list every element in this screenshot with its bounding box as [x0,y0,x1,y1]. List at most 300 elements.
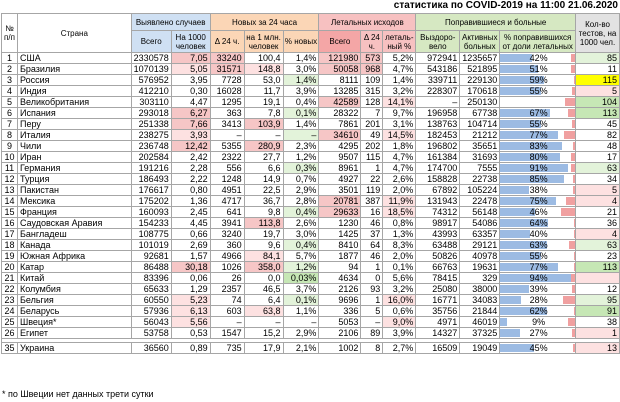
new-delta24: 3413 [210,119,244,130]
row-number: 8 [2,130,18,141]
recovered: 35756 [416,306,460,317]
table-row [2,262,620,273]
cases-total: 236748 [131,141,171,152]
cases-total: 154233 [131,218,171,229]
recovered-bar [500,285,529,293]
new-delta24: 735 [210,343,244,354]
lethal-pct-value: 0,8% [392,218,414,228]
new-delta24: 1248 [210,174,244,185]
row-number: 23 [2,295,18,306]
cases-per1000: 5,56 [171,317,210,328]
new-pct: 0,1% [283,295,319,306]
new-delta24: 7728 [210,75,244,86]
new-per1m: 36,7 [244,196,283,207]
new-pct: 2,9% [283,185,319,196]
recovered: 98917 [416,218,460,229]
recovered: 16509 [416,343,460,354]
table-row [2,141,620,152]
recovered-pct-value: 75% [529,196,548,206]
active: 21212 [460,130,500,141]
new-per1m: – [244,130,283,141]
recovered-pct-value: 59% [529,75,548,85]
new-pct: 0,1% [283,108,319,119]
active: 56148 [460,207,500,218]
new-per1m: – [244,317,283,328]
recovered-pct-value: 91% [529,163,548,173]
row-number: 21 [2,273,18,284]
new-pct: 3,0% [283,229,319,240]
new-delta24: 16028 [210,86,244,97]
recovered-pct [500,86,576,97]
lethal-delta24: 1 [361,295,383,306]
active: 7555 [460,163,500,174]
recovered: 16771 [416,295,460,306]
row-number: 12 [2,174,18,185]
table-row [2,251,620,262]
cases-total: 101019 [131,240,171,251]
cases-per1000: 4,47 [171,97,210,108]
recovered-pct [500,317,576,328]
cases-per1000: 0,89 [171,343,210,354]
new-per1m: 6,4 [244,295,283,306]
recovered: 972941 [416,53,460,64]
cases-per1000: 30,18 [171,262,210,273]
table-row [2,75,620,86]
new-per1m: 19,7 [244,229,283,240]
recovered: – [416,97,460,108]
lethal-delta24: 93 [361,284,383,295]
tests-per1000: 5 [576,86,620,97]
lethal-total: 5053 [319,317,361,328]
recovered-pct [500,207,576,218]
recovered-pct [500,64,576,75]
recovered: 131943 [416,196,460,207]
tests-per1000: 48 [576,141,620,152]
recovered-pct-value: 9% [532,317,546,327]
lethal-pct [383,86,416,97]
tests-per1000: 63 [576,240,620,251]
new-pct: – [283,317,319,328]
row-number: 24 [2,306,18,317]
recovered-pct-value: 63% [529,240,548,250]
lethal-total: 1877 [319,251,361,262]
cases-total: 1070139 [131,64,171,75]
new-delta24: 4717 [210,196,244,207]
lethal-pct [383,240,416,251]
recovered-pct-value: 55% [529,119,548,129]
cases-per1000: 0,06 [171,273,210,284]
lethal-pct-value: 0,6% [392,306,414,316]
recovered-pct-value: 38% [529,185,548,195]
lethal-delta24: 202 [361,141,383,152]
tests-per1000: 11 [576,64,620,75]
lethal-pct-value: 14,5% [387,130,414,140]
lethal-pct [383,196,416,207]
lethal-pct-value: 1,4% [392,75,414,85]
page-title: статистика по COVID-2019 на 11:00 21.06.2020 [393,0,618,11]
lethal-bar [571,65,575,73]
cases-per1000: 3,95 [171,75,210,86]
new-delta24: 556 [210,163,244,174]
recovered: 158828 [416,174,460,185]
country-name: Канада [17,240,131,251]
active: 329 [460,273,500,284]
table-row [2,53,620,64]
lethal-total: 20781 [319,196,361,207]
recovered-pct [500,262,576,273]
recovered-pct [500,108,576,119]
lethal-total: 4634 [319,273,361,284]
lethal-pct-value: 18,5% [387,207,414,217]
tests-per1000: 82 [576,130,620,141]
new-pct: 1,4% [283,53,319,64]
lethal-pct-value: 1,8% [392,141,414,151]
new-delta24: 1026 [210,262,244,273]
table-body [2,53,620,354]
recovered-pct [500,196,576,207]
lethal-delta24: 5 [361,306,383,317]
lethal-delta24: 201 [361,119,383,130]
recovered: 182453 [416,130,460,141]
new-delta24: 5355 [210,141,244,152]
table-row [2,86,620,97]
country-name: Турция [17,174,131,185]
row-number: 14 [2,196,18,207]
lethal-delta24: 8 [361,343,383,354]
header-lethal-total: Всего [319,31,361,53]
recovered: 4971 [416,317,460,328]
cases-total: 293018 [131,108,171,119]
row-number: 10 [2,152,18,163]
lethal-pct [383,174,416,185]
cases-total: 36560 [131,343,171,354]
recovered-pct-value: 39% [529,284,548,294]
recovered-pct [500,185,576,196]
cases-total: 83396 [131,273,171,284]
lethal-pct [383,185,416,196]
lethal-total: 9696 [319,295,361,306]
new-delta24: 74 [210,295,244,306]
cases-total: 60550 [131,295,171,306]
recovered-pct-value: 40% [529,229,548,239]
country-name: Швеция* [17,317,131,328]
new-pct: 0,4% [283,240,319,251]
active: 250130 [460,97,500,108]
cases-total: 202584 [131,152,171,163]
recovered-pct [500,229,576,240]
lethal-total: 2126 [319,284,361,295]
header-no: № п/п [2,14,18,53]
lethal-total: 121980 [319,53,361,64]
country-name: Украина [17,343,131,354]
tests-per1000: 38 [576,317,620,328]
new-delta24: – [210,130,244,141]
header-recovered-pct: % поправившихся от доли летальных [500,31,576,53]
table-row [2,97,620,108]
lethal-delta24: 46 [361,251,383,262]
active: 54086 [460,218,500,229]
recovered-pct-value: 46% [529,207,548,217]
new-pct: 1,4% [283,119,319,130]
country-name: Иран [17,152,131,163]
country-name: Беларусь [17,306,131,317]
active: 22738 [460,174,500,185]
lethal-delta24: 49 [361,130,383,141]
new-pct: 2,3% [283,141,319,152]
header-lethal-delta24: Δ 24 ч. [361,31,383,53]
lethal-pct [383,152,416,163]
lethal-bar [566,197,575,205]
new-per1m: 358,0 [244,262,283,273]
lethal-delta24: 968 [361,64,383,75]
new-per1m: 9,8 [244,207,283,218]
new-pct: 2,8% [283,196,319,207]
recovered-pct-value: 64% [529,218,548,228]
lethal-pct [383,295,416,306]
lethal-pct [383,53,416,64]
table-row [2,317,620,328]
new-delta24: 2322 [210,152,244,163]
table-row [2,152,620,163]
row-number: 26 [2,328,18,339]
lethal-pct [383,317,416,328]
lethal-bar [568,318,575,326]
lethal-pct [383,251,416,262]
new-per1m: 148,8 [244,64,283,75]
lethal-total: 3501 [319,185,361,196]
recovered-pct-value: 77% [529,130,548,140]
lethal-total: 7861 [319,119,361,130]
lethal-total: 34610 [319,130,361,141]
new-pct: 3,9% [283,86,319,97]
cases-total: 160093 [131,207,171,218]
new-pct: 1,1% [283,306,319,317]
lethal-pct-value: 3,2% [392,86,414,96]
lethal-pct-value: 11,9% [388,196,414,206]
new-delta24: 3941 [210,218,244,229]
cases-per1000: 1,57 [171,251,210,262]
active: 38000 [460,284,500,295]
country-name: Перу [17,119,131,130]
recovered: 161384 [416,152,460,163]
cases-per1000: 1,29 [171,284,210,295]
lethal-pct [383,284,416,295]
lethal-pct [383,141,416,152]
lethal-pct [383,64,416,75]
tests-per1000: 95 [576,295,620,306]
row-number: 25 [2,317,18,328]
active: 22478 [460,196,500,207]
tests-per1000: 13 [576,343,620,354]
cases-total: 86488 [131,262,171,273]
cases-total: 576952 [131,75,171,86]
recovered: 14327 [416,328,460,339]
lethal-total: 4295 [319,141,361,152]
lethal-bar [571,164,575,172]
cases-total: 56043 [131,317,171,328]
cases-per1000: 2,22 [171,174,210,185]
new-per1m: 103,9 [244,119,283,130]
recovered-pct [500,53,576,64]
row-number: 2 [2,64,18,75]
header-pct-new: % новых [283,31,319,53]
country-name: Германия [17,163,131,174]
new-pct: 1,4% [283,75,319,86]
new-delta24: 1295 [210,97,244,108]
recovered-pct [500,273,576,284]
recovered-pct [500,284,576,295]
new-per1m: 46,5 [244,284,283,295]
active: 67738 [460,108,500,119]
new-delta24: 26 [210,273,244,284]
covid-stats-table [1,13,620,354]
lethal-total: 13285 [319,86,361,97]
row-number: 19 [2,251,18,262]
lethal-pct-value: 9,7% [392,108,414,118]
lethal-pct-value: 2,6% [392,174,414,184]
active: 229130 [460,75,500,86]
cases-total: 53758 [131,328,171,339]
active: 34083 [460,295,500,306]
new-per1m: 7,8 [244,108,283,119]
table-row [2,295,620,306]
tests-per1000: 45 [576,119,620,130]
cases-total: 108775 [131,229,171,240]
cases-total: 251338 [131,119,171,130]
header-per1000: На 1000 человек [171,31,210,53]
recovered: 228307 [416,86,460,97]
lethal-pct [383,108,416,119]
header-per1m: на 1 млн. человек [244,31,283,53]
cases-total: 65633 [131,284,171,295]
recovered-pct-value [537,97,539,107]
row-number: 18 [2,240,18,251]
lethal-pct-value: 5,2% [392,53,414,63]
country-name: Чили [17,141,131,152]
row-number: 35 [2,343,18,354]
recovered-pct-value: 80% [529,152,548,162]
active: 31693 [460,152,500,163]
new-per1m: 11,7 [244,86,283,97]
row-number: 15 [2,207,18,218]
country-name: Бангладеш [17,229,131,240]
lethal-pct-value: 2,0% [392,185,414,195]
recovered-bar [500,318,507,326]
lethal-total: 1230 [319,218,361,229]
tests-per1000: 36 [576,218,620,229]
lethal-delta24: 573 [361,53,383,64]
lethal-delta24: 37 [361,229,383,240]
cases-total: 2330578 [131,53,171,64]
lethal-delta24: 128 [361,97,383,108]
lethal-delta24: – [361,317,383,328]
row-number: 13 [2,185,18,196]
recovered: 196802 [416,141,460,152]
lethal-pct-value: 4,7% [392,163,414,173]
active: 40978 [460,251,500,262]
recovered: 63488 [416,240,460,251]
cases-per1000: 5,05 [171,64,210,75]
lethal-total: 8961 [319,163,361,174]
lethal-delta24: 22 [361,174,383,185]
cases-total: 176617 [131,185,171,196]
table-row [2,163,620,174]
footnote: * по Швеции нет данных трети сутки [2,389,154,399]
table-row [2,196,620,207]
recovered-pct [500,97,576,108]
active: 29121 [460,240,500,251]
cases-total: 175202 [131,196,171,207]
new-per1m: 113,8 [244,218,283,229]
recovered-pct [500,343,576,354]
cases-total: 57936 [131,306,171,317]
cases-per1000: 12,42 [171,141,210,152]
new-delta24: 603 [210,306,244,317]
row-number: 22 [2,284,18,295]
header-detected: Выявлено случаев [131,14,210,31]
lethal-delta24: 1 [361,262,383,273]
new-per1m: 22,5 [244,185,283,196]
recovered-pct [500,119,576,130]
new-per1m: 14,9 [244,174,283,185]
new-per1m: 9,6 [244,240,283,251]
lethal-total: 8410 [319,240,361,251]
new-pct: 0,4% [283,207,319,218]
recovered-pct [500,218,576,229]
cases-per1000: 5,23 [171,295,210,306]
lethal-pct-value: 14,1% [387,97,414,107]
tests-per1000: 12 [576,284,620,295]
recovered-pct [500,130,576,141]
new-per1m: 15,2 [244,328,283,339]
table-row [2,218,620,229]
cases-per1000: 0,30 [171,86,210,97]
new-pct: 0,7% [283,174,319,185]
table-row [2,229,620,240]
lethal-total: 94 [319,262,361,273]
lethal-pct [383,328,416,339]
cases-per1000: 2,45 [171,207,210,218]
lethal-total: 29633 [319,207,361,218]
new-pct: 1,2% [283,152,319,163]
table-row [2,119,620,130]
row-number: 3 [2,75,18,86]
active: 521895 [460,64,500,75]
cases-per1000: 6,13 [171,306,210,317]
lethal-pct [383,97,416,108]
tests-per1000: 5 [576,185,620,196]
recovered-pct-value: 77% [529,262,548,272]
row-number: 9 [2,141,18,152]
lethal-delta24: 64 [361,240,383,251]
new-delta24: 363 [210,108,244,119]
country-name: Бельгия [17,295,131,306]
header-active: Активных больных [460,31,500,53]
lethal-bar [565,98,575,106]
tests-per1000: 115 [576,75,620,86]
lethal-total: 8111 [319,75,361,86]
cases-total: 412210 [131,86,171,97]
tests-per1000: 113 [576,108,620,119]
header-recovered: Выздоро-вело [416,31,460,53]
recovered: 174700 [416,163,460,174]
tests-per1000: 34 [576,174,620,185]
recovered-pct-value: 45% [529,343,548,353]
lethal-delta24: 315 [361,86,383,97]
new-pct: 2,1% [283,343,319,354]
table-row [2,328,620,339]
country-name: Испания [17,108,131,119]
